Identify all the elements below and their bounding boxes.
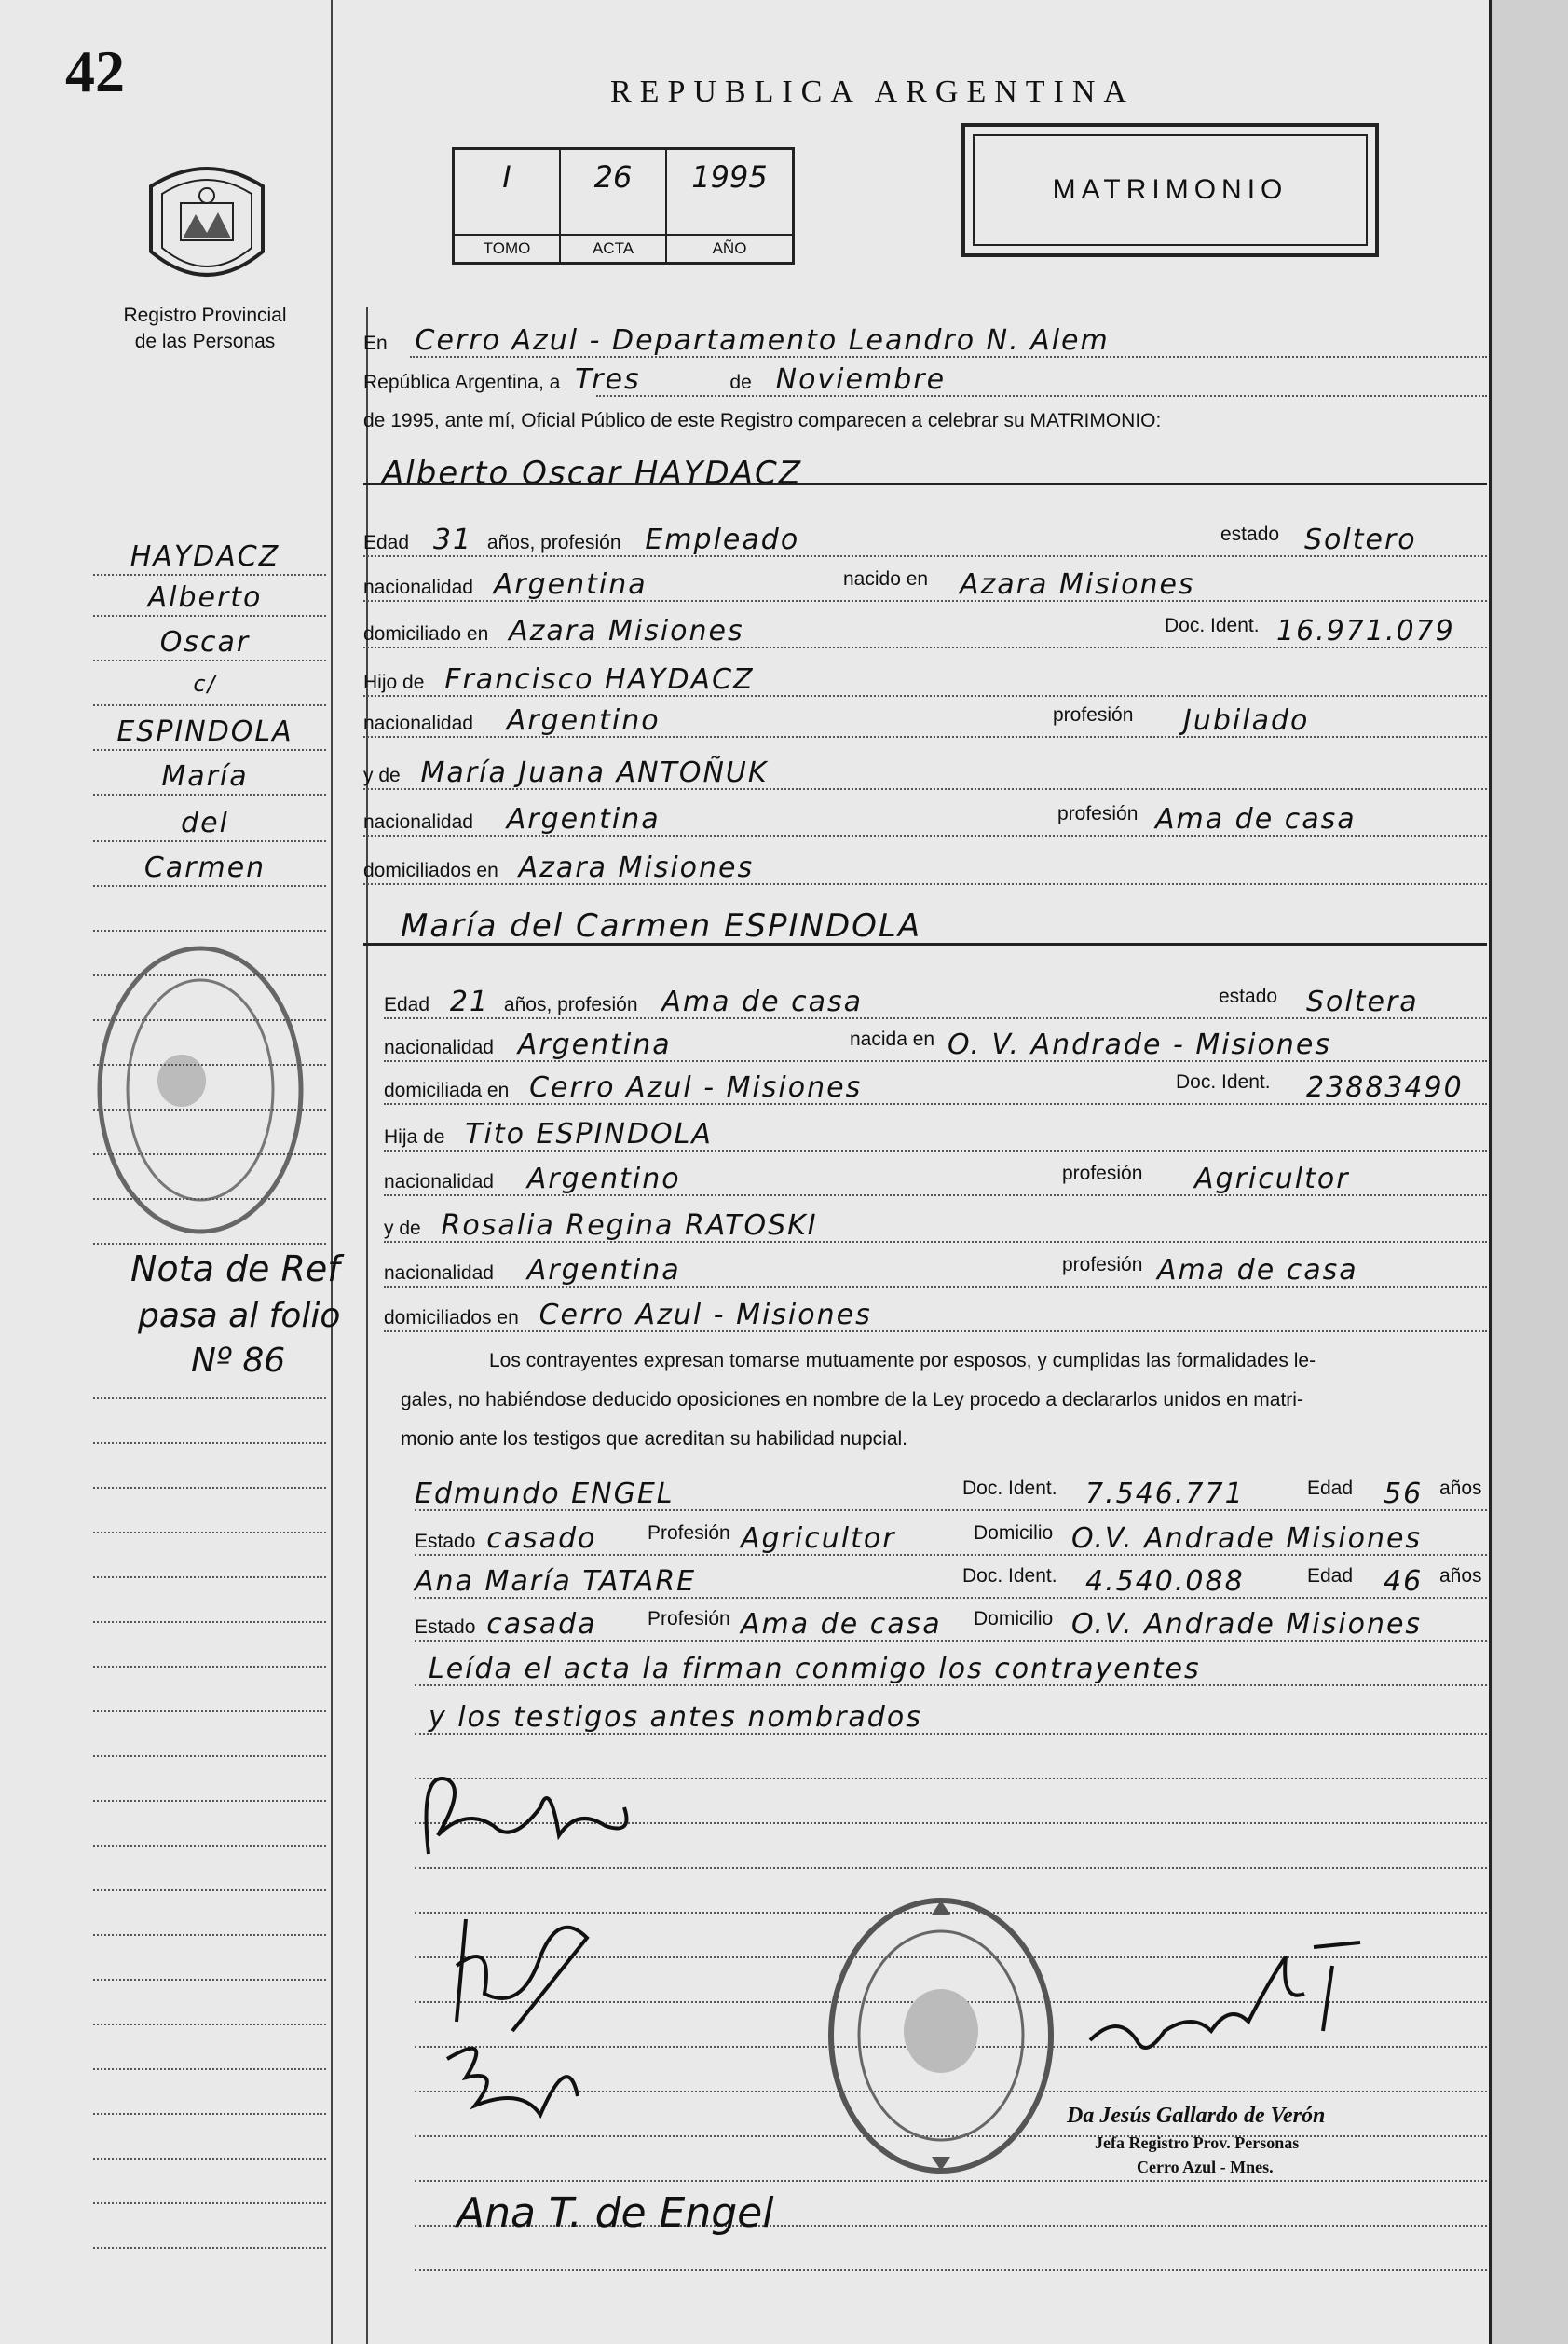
acta-value: 26 — [593, 159, 633, 195]
witness-2-domicile: O.V. Andrade Misiones — [1071, 1608, 1423, 1641]
profesion-label: profesión — [1062, 1254, 1143, 1275]
ano-label: AÑO — [667, 234, 792, 262]
bride-father-nationality: Argentino — [526, 1163, 681, 1195]
ano-cell — [667, 150, 792, 262]
place: Cerro Azul - Departamento Leandro N. Alem — [415, 324, 1110, 357]
page-background — [1492, 0, 1568, 2344]
witness-2-doc: 4.540.088 — [1085, 1565, 1245, 1598]
bride-domicile: Cerro Azul - Misiones — [529, 1071, 863, 1104]
nacionalidad-label: nacionalidad — [363, 713, 473, 734]
groom-name: Alberto Oscar HAYDACZ — [382, 455, 802, 492]
nacido-label: nacido en — [843, 568, 929, 590]
groom-mother-nationality: Argentina — [506, 803, 661, 836]
rule — [384, 1060, 1487, 1062]
margin-line-8: Carmen — [143, 852, 266, 884]
tomo-cell — [455, 150, 561, 262]
witness-2-signature: Ana T. de Engel — [457, 2189, 774, 2237]
bride-signature — [438, 1901, 624, 2050]
rule — [363, 788, 1487, 790]
rule — [93, 840, 326, 842]
rule — [363, 736, 1487, 738]
section-rule — [363, 483, 1487, 485]
rule — [93, 974, 326, 976]
profesion-label: profesión — [1053, 704, 1134, 726]
rule — [93, 1755, 326, 1757]
inner-margin-rule — [366, 307, 368, 2344]
rule — [93, 1845, 326, 1847]
margin-line-2: Alberto — [147, 581, 263, 614]
domiciliada-label: domiciliada en — [384, 1080, 510, 1101]
rule — [384, 1241, 1487, 1243]
nacida-label: nacida en — [850, 1029, 935, 1050]
rule — [93, 1109, 326, 1111]
rule — [410, 356, 1487, 358]
estado-label: estado — [1219, 986, 1278, 1007]
domiciliados-label: domiciliados en — [384, 1307, 519, 1329]
rule — [93, 1889, 326, 1891]
de-label: de — [729, 372, 752, 393]
rule — [93, 1153, 326, 1155]
edad-label: Edad — [1307, 1478, 1354, 1499]
rule — [93, 1442, 326, 1444]
rule — [93, 2068, 326, 2070]
groom-signature — [410, 1751, 652, 1882]
doc-label: Doc. Ident. — [962, 1478, 1057, 1499]
rule — [384, 1150, 1487, 1152]
margin-line-1: HAYDACZ — [130, 540, 280, 573]
margin-line-7: del — [181, 807, 229, 839]
ref-note-line-3: Nº 86 — [191, 1342, 286, 1380]
profesion-label: Profesión — [648, 1608, 730, 1629]
tomo-acta-ano-box — [452, 147, 795, 265]
republica-label: República Argentina, a — [363, 372, 561, 393]
registry-name — [89, 303, 321, 355]
bride-mother-nationality: Argentina — [526, 1254, 681, 1287]
edad-label: Edad — [384, 994, 430, 1015]
witness-2-age: 46 — [1384, 1565, 1424, 1598]
official-title: Jefa Registro Prov. Personas — [1095, 2133, 1300, 2152]
witness-1-domicile: O.V. Andrade Misiones — [1071, 1522, 1423, 1555]
bride-nationality: Argentina — [517, 1029, 672, 1061]
official-name: Da Jesús Gallardo de Verón — [1067, 2104, 1326, 2128]
margin-line-3: Oscar — [159, 626, 251, 659]
doc-label: Doc. Ident. — [1176, 1071, 1271, 1093]
rule — [363, 835, 1487, 837]
groom-domicile: Azara Misiones — [509, 615, 744, 647]
bride-father-profession: Agricultor — [1194, 1163, 1350, 1195]
record-type-box — [961, 123, 1379, 257]
rule — [93, 574, 326, 576]
estado-label: Estado — [415, 1531, 476, 1552]
margin-line-5: ESPINDOLA — [116, 715, 293, 748]
rule — [93, 2158, 326, 2160]
groom-name-row — [363, 455, 1487, 494]
day: Tres — [575, 363, 641, 396]
witness-2-profession: Ama de casa — [741, 1608, 942, 1641]
rule — [93, 615, 326, 617]
rule — [415, 2180, 1487, 2182]
bride-name-row — [363, 907, 1487, 947]
yde-label: y de — [384, 1218, 421, 1239]
rule — [93, 1064, 326, 1066]
rule — [93, 1979, 326, 1981]
declaration-paragraph — [401, 1342, 1491, 1459]
closing-text-2: y los testigos antes nombrados — [429, 1701, 922, 1734]
rule — [93, 1487, 326, 1489]
groom-father-profession: Jubilado — [1183, 704, 1310, 737]
rule — [415, 2269, 1487, 2271]
country-header: REPUBLICA ARGENTINA — [610, 75, 1135, 109]
registry-line-2: de las Personas — [134, 331, 276, 352]
rule — [384, 1194, 1487, 1196]
rule — [93, 794, 326, 796]
groom-nationality: Argentina — [493, 568, 648, 601]
rule — [93, 1710, 326, 1712]
rule — [415, 1509, 1487, 1511]
rule — [93, 1198, 326, 1200]
estado-label: estado — [1220, 524, 1280, 545]
witness-1-age: 56 — [1384, 1478, 1424, 1510]
rule — [93, 1532, 326, 1533]
groom-age: 31 — [432, 524, 473, 556]
witness-1-estado: casado — [486, 1522, 597, 1555]
bride-name: María del Carmen ESPINDOLA — [401, 907, 922, 945]
doc-label: Doc. Ident. — [1165, 615, 1260, 636]
official-location: Cerro Azul - Mnes. — [1137, 2158, 1274, 2176]
bride-status: Soltera — [1306, 986, 1419, 1018]
ref-note-line-1: Nota de Ref — [130, 1248, 340, 1289]
rule — [415, 1554, 1487, 1556]
nacionalidad-label: nacionalidad — [363, 577, 473, 598]
witness-2-estado: casada — [486, 1608, 597, 1641]
folio-number: 42 — [65, 38, 125, 104]
hijo-label: Hijo de — [363, 672, 425, 693]
year-suffix: 95 — [412, 410, 434, 431]
nacionalidad-label: nacionalidad — [384, 1262, 494, 1284]
rule — [93, 1019, 326, 1021]
margin-rule — [331, 0, 333, 2344]
rule — [384, 1286, 1487, 1288]
rule — [384, 1103, 1487, 1105]
profesion-label: Profesión — [648, 1522, 730, 1544]
declaration-line-3: monio ante los testigos que acreditan su habilidad nupcial. — [401, 1428, 908, 1450]
bride-profession: Ama de casa — [661, 986, 863, 1018]
rule — [93, 704, 326, 706]
groom-father: Francisco HAYDACZ — [444, 663, 755, 696]
nacionalidad-label: nacionalidad — [363, 811, 473, 833]
rule — [363, 555, 1487, 557]
rule — [93, 1621, 326, 1623]
rule — [93, 1666, 326, 1668]
domiciliado-label: domiciliado en — [363, 623, 489, 645]
margin-line-4: c/ — [193, 671, 217, 697]
rule — [93, 2247, 326, 2249]
rule — [93, 930, 326, 932]
doc-label: Doc. Ident. — [962, 1565, 1057, 1587]
bride-parents-domicile: Cerro Azul - Misiones — [539, 1299, 872, 1331]
bride-doc: 23883490 — [1306, 1071, 1464, 1104]
de19-label: de 19 — [363, 410, 413, 431]
tomo-value: I — [502, 159, 511, 195]
closing-text-1: Leída el acta la firman conmigo los contrayentes — [429, 1653, 1201, 1685]
rule — [93, 1934, 326, 1936]
bride-age: 21 — [449, 986, 490, 1018]
groom-mother: María Juana ANTOÑUK — [420, 756, 769, 789]
groom-doc: 16.971.079 — [1276, 615, 1455, 647]
declaration-line-1: Los contrayentes expresan tomarse mutuamente por esposos, y cumplidas las formalidades le- — [489, 1350, 1316, 1371]
bride-birthplace: O. V. Andrade - Misiones — [948, 1029, 1331, 1061]
nacionalidad-label: nacionalidad — [384, 1037, 494, 1058]
rule — [415, 1640, 1487, 1642]
rule — [93, 660, 326, 661]
nacionalidad-label: nacionalidad — [384, 1171, 494, 1192]
groom-status: Soltero — [1304, 524, 1417, 556]
anos-profesion-label: años, profesión — [503, 994, 638, 1015]
domicilio-label: Domicilio — [974, 1522, 1054, 1544]
intro-statement-row — [363, 410, 1487, 449]
rule — [93, 2024, 326, 2025]
rule — [363, 647, 1487, 648]
rule — [415, 1597, 1487, 1599]
rule — [93, 2113, 326, 2115]
groom-profession: Empleado — [645, 524, 800, 556]
rule — [93, 1243, 326, 1245]
profesion-label: profesión — [1057, 803, 1139, 824]
groom-mother-profession: Ama de casa — [1155, 803, 1357, 836]
domiciliados-label: domiciliados en — [363, 860, 498, 881]
rule — [596, 395, 1487, 397]
margin-line-6: María — [161, 760, 249, 793]
provincial-seal-icon — [140, 158, 275, 289]
groom-father-nationality: Argentino — [506, 704, 661, 737]
rule — [93, 1800, 326, 1802]
anos-label: años — [1439, 1478, 1482, 1499]
rule — [93, 1576, 326, 1578]
groom-parents-domicile: Azara Misiones — [518, 852, 755, 884]
bride-father: Tito ESPINDOLA — [465, 1118, 713, 1151]
record-type: MATRIMONIO — [973, 134, 1368, 246]
edad-label: Edad — [363, 532, 410, 553]
en-label: En — [363, 333, 388, 354]
domicilio-label: Domicilio — [974, 1608, 1054, 1629]
declaration-line-2: gales, no habiéndose deducido oposiciones en nombre de la Ley procedo a declararlos unidos en matri- — [401, 1389, 1303, 1410]
witness-1-doc: 7.546.771 — [1085, 1478, 1245, 1510]
anos-profesion-label: años, profesión — [486, 532, 621, 553]
rule — [384, 1017, 1487, 1019]
rule — [363, 600, 1487, 602]
rule — [363, 883, 1487, 885]
ref-note-line-2: pasa al folio — [138, 1297, 341, 1335]
rule — [93, 2202, 326, 2204]
rule — [415, 1733, 1487, 1735]
official-signature — [1081, 1928, 1379, 2078]
edad-label: Edad — [1307, 1565, 1354, 1587]
ano-value: 1995 — [691, 159, 768, 195]
yde-label: y de — [363, 765, 401, 786]
acta-label: ACTA — [561, 234, 665, 262]
rule — [384, 1330, 1487, 1332]
tomo-label: TOMO — [455, 234, 559, 262]
acta-cell — [561, 150, 667, 262]
bride-mother: Rosalia Regina RATOSKI — [441, 1209, 818, 1242]
anos-label: años — [1439, 1565, 1482, 1587]
month: Noviembre — [775, 363, 947, 396]
bride-mother-profession: Ama de casa — [1157, 1254, 1358, 1287]
section-rule — [363, 943, 1487, 946]
rule — [93, 1397, 326, 1399]
groom-birthplace: Azara Misiones — [960, 568, 1195, 601]
hija-label: Hija de — [384, 1126, 445, 1148]
profesion-label: profesión — [1062, 1163, 1143, 1184]
witness-1-name: Edmundo ENGEL — [415, 1478, 675, 1510]
estado-label: Estado — [415, 1616, 476, 1638]
rule — [415, 1684, 1487, 1686]
official-seal-icon — [820, 1891, 1062, 2180]
witness-2-name: Ana María TATARE — [415, 1565, 697, 1598]
registry-line-1: Registro Provincial — [123, 305, 287, 326]
statement: , ante mí, Oficial Público de este Registro comparecen a celebrar su MATRIMONIO: — [433, 410, 1162, 431]
rule — [93, 885, 326, 887]
rule — [363, 695, 1487, 697]
delegation-seal-icon — [93, 941, 307, 1239]
rule — [93, 749, 326, 751]
witness-1-profession: Agricultor — [741, 1522, 896, 1555]
